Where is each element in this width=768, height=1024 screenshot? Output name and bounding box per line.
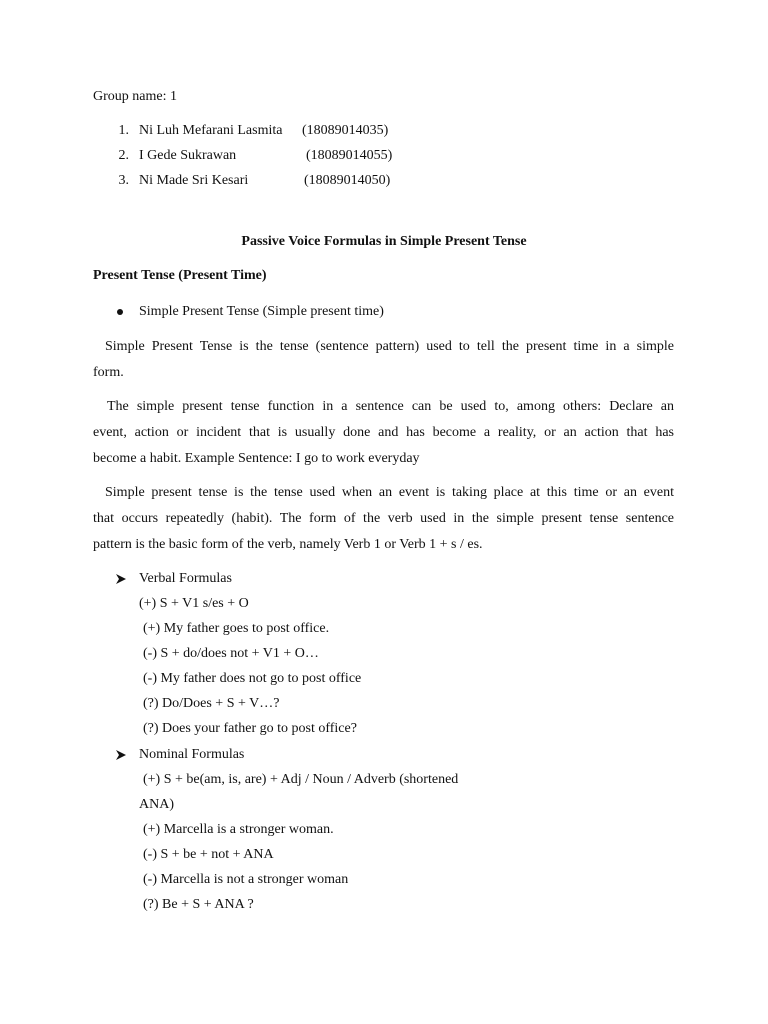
paragraph-line: Simple present tense is the tense used when an event is taking place at this time or an event bbox=[105, 485, 674, 500]
nominal-formulas-heading: Nominal Formulas bbox=[139, 747, 245, 762]
nominal-formula-line: (+) S + be(am, is, are) + Adj / Noun / Adverb (shortened bbox=[143, 772, 459, 787]
member-id: (18089014055) bbox=[306, 148, 393, 163]
paragraph-2 bbox=[93, 394, 674, 472]
verbal-formulas-heading: Verbal Formulas bbox=[139, 571, 232, 586]
member-number: 3. bbox=[118, 173, 129, 188]
member-id: (18089014050) bbox=[304, 173, 391, 188]
bullet-item: Simple Present Tense (Simple present time) bbox=[139, 304, 384, 319]
verbal-formula-line: (?) Do/Does + S + V…? bbox=[143, 696, 280, 711]
verbal-formula-line: (-) S + do/does not + V1 + O… bbox=[143, 646, 319, 661]
paragraph-line: form. bbox=[93, 365, 124, 380]
paragraph-1 bbox=[93, 334, 674, 386]
paragraph-line: The simple present tense function in a sentence can be used to, among others: Declare an bbox=[107, 399, 674, 414]
bullet-icon bbox=[117, 309, 123, 315]
paragraph-line: Simple Present Tense is the tense (sentence pattern) used to tell the present time in a simple bbox=[105, 339, 674, 354]
nominal-formula-line: (+) Marcella is a stronger woman. bbox=[143, 822, 334, 837]
document-title: Passive Voice Formulas in Simple Present Tense bbox=[241, 234, 527, 249]
member-name: I Gede Sukrawan bbox=[139, 148, 237, 163]
paragraph-line: that occurs repeatedly (habit). The form of the verb used in the simple present tense sentence bbox=[93, 511, 674, 526]
nominal-formula-line: ANA) bbox=[139, 797, 174, 812]
paragraph-line: pattern is the basic form of the verb, namely Verb 1 or Verb 1 + s / es. bbox=[93, 537, 483, 552]
nominal-formula-line: (-) Marcella is not a stronger woman bbox=[143, 872, 349, 887]
verbal-formula-line: (-) My father does not go to post office bbox=[143, 671, 362, 686]
member-name: Ni Luh Mefarani Lasmita bbox=[139, 123, 283, 138]
member-name: Ni Made Sri Kesari bbox=[139, 173, 249, 188]
verbal-formula-line: (+) My father goes to post office. bbox=[143, 621, 330, 636]
group-name: Group name: 1 bbox=[93, 89, 177, 104]
section-heading: Present Tense (Present Time) bbox=[93, 268, 267, 283]
verbal-formula-line: (+) S + V1 s/es + O bbox=[139, 596, 249, 611]
member-id: (18089014035) bbox=[302, 123, 389, 138]
paragraph-line: event, action or incident that is usually done and has become a reality, or an action that has bbox=[93, 425, 674, 440]
paragraph-3 bbox=[93, 480, 674, 558]
member-number: 2. bbox=[118, 148, 129, 163]
arrow-bullet-icon bbox=[115, 749, 127, 761]
nominal-formula-line: (?) Be + S + ANA ? bbox=[143, 897, 254, 912]
nominal-formula-line: (-) S + be + not + ANA bbox=[143, 847, 274, 862]
arrow-bullet-icon bbox=[115, 573, 127, 585]
paragraph-line: become a habit. Example Sentence: I go to work everyday bbox=[93, 451, 420, 466]
member-number: 1. bbox=[118, 123, 129, 138]
verbal-formula-line: (?) Does your father go to post office? bbox=[143, 721, 357, 736]
